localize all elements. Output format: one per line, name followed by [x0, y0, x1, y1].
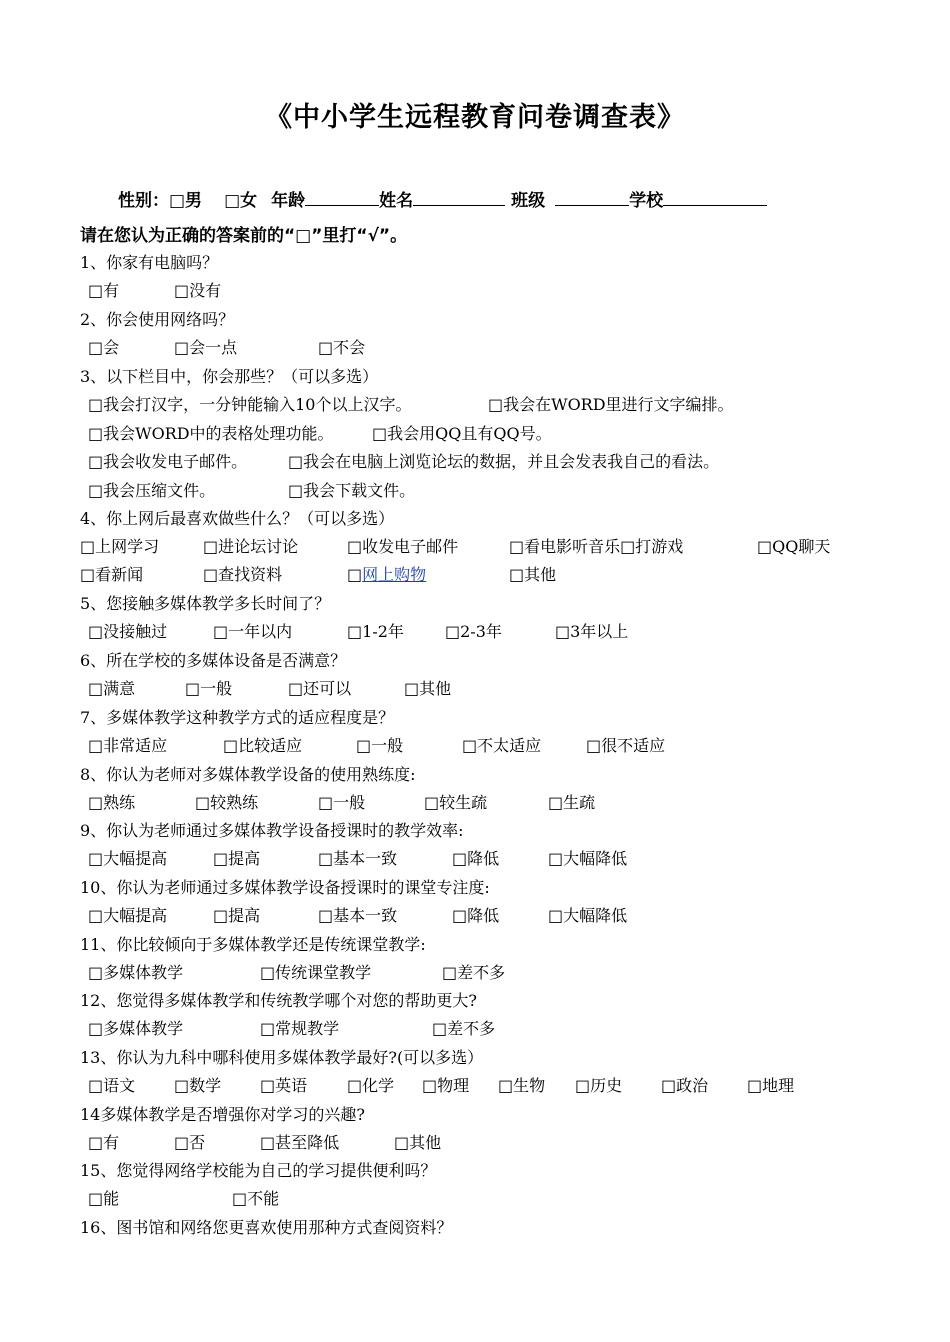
question-7: 7、多媒体教学这种教学方式的适应程度是？: [80, 708, 395, 727]
option-checkbox[interactable]: □一般: [318, 793, 366, 812]
option-checkbox[interactable]: □一般: [356, 736, 404, 755]
name-label: 姓名: [379, 191, 414, 211]
option-checkbox[interactable]: □生疏: [548, 793, 596, 812]
option-checkbox[interactable]: □我会打汉字，一分钟能输入10个以上汉字。: [88, 395, 412, 414]
option-checkbox[interactable]: □查找资料: [203, 565, 283, 584]
option-checkbox[interactable]: □没接触过: [88, 622, 168, 641]
option-checkbox[interactable]: □其他: [404, 679, 452, 698]
option-checkbox[interactable]: □有: [88, 281, 120, 300]
school-label: 学校: [629, 191, 664, 211]
option-checkbox[interactable]: □上网学习: [80, 537, 160, 556]
instruction: 请在您认为正确的答案前的“□”里打“√”。: [80, 226, 408, 246]
option-checkbox[interactable]: □物理: [422, 1076, 470, 1095]
option-checkbox[interactable]: □不会: [318, 338, 366, 357]
option-checkbox[interactable]: □3年以上: [555, 622, 629, 641]
option-checkbox[interactable]: □提高: [213, 849, 261, 868]
option-checkbox[interactable]: □基本一致: [318, 906, 398, 925]
option-checkbox[interactable]: □生物: [498, 1076, 546, 1095]
question-9: 9、你认为老师通过多媒体教学设备授课时的教学效率:: [80, 821, 464, 840]
question-14: 14多媒体教学是否增强你对学习的兴趣?: [80, 1105, 365, 1124]
online-shopping-link[interactable]: 网上购物: [362, 565, 427, 584]
option-checkbox[interactable]: □我会下载文件。: [288, 481, 416, 500]
option-checkbox[interactable]: □很不适应: [586, 736, 666, 755]
option-checkbox[interactable]: □我会在电脑上浏览论坛的数据，并且会发表我自己的看法。: [288, 452, 720, 471]
option-checkbox[interactable]: □还可以: [288, 679, 352, 698]
option-checkbox[interactable]: □其他: [394, 1133, 442, 1152]
option-checkbox[interactable]: □差不多: [432, 1019, 496, 1038]
option-checkbox[interactable]: □满意: [88, 679, 136, 698]
question-8: 8、你认为老师对多媒体教学设备的使用熟练度:: [80, 765, 416, 784]
question-11: 11、你比较倾向于多媒体教学还是传统课堂教学:: [80, 935, 426, 954]
option-checkbox[interactable]: □基本一致: [318, 849, 398, 868]
option-checkbox[interactable]: □化学: [347, 1076, 395, 1095]
option-checkbox[interactable]: □我会压缩文件。: [88, 481, 216, 500]
option-checkbox[interactable]: □我会在WORD里进行文字编排。: [488, 395, 734, 414]
personal-info-line: [118, 186, 767, 211]
option-checkbox[interactable]: □较生疏: [424, 793, 488, 812]
age-label: 年龄: [271, 191, 306, 211]
option-checkbox[interactable]: □多媒体教学: [88, 1019, 184, 1038]
question-16: 16、图书馆和网络您更喜欢使用那种方式查阅资料？: [80, 1218, 453, 1237]
option-checkbox[interactable]: □看电影听音乐□打游戏: [509, 537, 684, 556]
option-checkbox[interactable]: □降低: [452, 849, 500, 868]
question-13: 13、你认为九科中哪科使用多媒体教学最好?(可以多选）: [80, 1048, 484, 1067]
option-checkbox[interactable]: □进论坛讨论: [203, 537, 299, 556]
gender-male-checkbox[interactable]: □男: [169, 191, 203, 211]
option-checkbox[interactable]: □QQ聊天: [757, 537, 831, 556]
option-checkbox[interactable]: □看新闻: [80, 565, 144, 584]
option-checkbox[interactable]: □差不多: [442, 963, 506, 982]
option-checkbox[interactable]: □大幅提高: [88, 906, 168, 925]
option-checkbox[interactable]: □能: [88, 1189, 120, 1208]
option-checkbox[interactable]: □我会用QQ且有QQ号。: [372, 424, 552, 443]
question-6: 6、所在学校的多媒体设备是否满意？: [80, 651, 347, 670]
option-checkbox[interactable]: [347, 562, 426, 585]
question-1: 1、你家有电脑吗？: [80, 253, 219, 272]
option-checkbox[interactable]: □否: [174, 1133, 206, 1152]
option-checkbox[interactable]: □英语: [260, 1076, 308, 1095]
option-checkbox[interactable]: □不太适应: [462, 736, 542, 755]
question-12: 12、您觉得多媒体教学和传统教学哪个对您的帮助更大?: [80, 991, 477, 1010]
option-checkbox[interactable]: □提高: [213, 906, 261, 925]
option-checkbox[interactable]: □我会WORD中的表格处理功能。: [88, 424, 334, 443]
class-field[interactable]: [555, 189, 629, 206]
option-checkbox[interactable]: □政治: [661, 1076, 709, 1095]
option-checkbox[interactable]: □不能: [232, 1189, 280, 1208]
question-3: 3、以下栏目中，你会那些？（可以多选）: [80, 367, 379, 386]
question-2: 2、你会使用网络吗？: [80, 310, 235, 329]
option-checkbox[interactable]: □大幅降低: [548, 849, 628, 868]
option-checkbox[interactable]: □熟练: [88, 793, 136, 812]
option-checkbox[interactable]: □1-2年: [347, 622, 404, 641]
option-checkbox[interactable]: □数学: [174, 1076, 222, 1095]
option-checkbox[interactable]: □其他: [509, 565, 557, 584]
age-field[interactable]: [305, 189, 379, 206]
checkbox-box: □: [347, 565, 363, 584]
option-checkbox[interactable]: □较熟练: [195, 793, 259, 812]
option-checkbox[interactable]: □2-3年: [445, 622, 502, 641]
option-checkbox[interactable]: □大幅提高: [88, 849, 168, 868]
option-checkbox[interactable]: □降低: [452, 906, 500, 925]
option-checkbox[interactable]: □会: [88, 338, 120, 357]
school-field[interactable]: [663, 189, 767, 206]
option-checkbox[interactable]: □历史: [575, 1076, 623, 1095]
option-checkbox[interactable]: □我会收发电子邮件。: [88, 452, 248, 471]
class-label: 班级: [511, 191, 546, 211]
gender-female-checkbox[interactable]: □女: [224, 191, 258, 211]
question-5: 5、您接触多媒体教学多长时间了？: [80, 594, 331, 613]
question-10: 10、你认为老师通过多媒体教学设备授课时的课堂专注度:: [80, 878, 490, 897]
gender-label: 性别：: [118, 191, 169, 211]
option-checkbox[interactable]: □传统课堂教学: [260, 963, 372, 982]
option-checkbox[interactable]: □大幅降低: [548, 906, 628, 925]
option-checkbox[interactable]: □比较适应: [223, 736, 303, 755]
option-checkbox[interactable]: □一般: [185, 679, 233, 698]
question-4: 4、你上网后最喜欢做些什么？（可以多选）: [80, 509, 395, 528]
option-checkbox[interactable]: □收发电子邮件: [347, 537, 459, 556]
option-checkbox[interactable]: □会一点: [174, 338, 238, 357]
option-checkbox[interactable]: □一年以内: [213, 622, 293, 641]
option-checkbox[interactable]: □常规教学: [260, 1019, 340, 1038]
option-checkbox[interactable]: □地理: [747, 1076, 795, 1095]
question-15: 15、您觉得网络学校能为自己的学习提供便利吗？: [80, 1161, 437, 1180]
page-title: 《中小学生远程教育问卷调查表》: [265, 102, 685, 133]
option-checkbox[interactable]: □多媒体教学: [88, 963, 184, 982]
option-checkbox[interactable]: □非常适应: [88, 736, 168, 755]
option-checkbox[interactable]: □语文: [88, 1076, 136, 1095]
option-checkbox[interactable]: □有: [88, 1133, 120, 1152]
name-field[interactable]: [413, 189, 505, 206]
option-checkbox[interactable]: □没有: [174, 281, 222, 300]
option-checkbox[interactable]: □甚至降低: [260, 1133, 340, 1152]
